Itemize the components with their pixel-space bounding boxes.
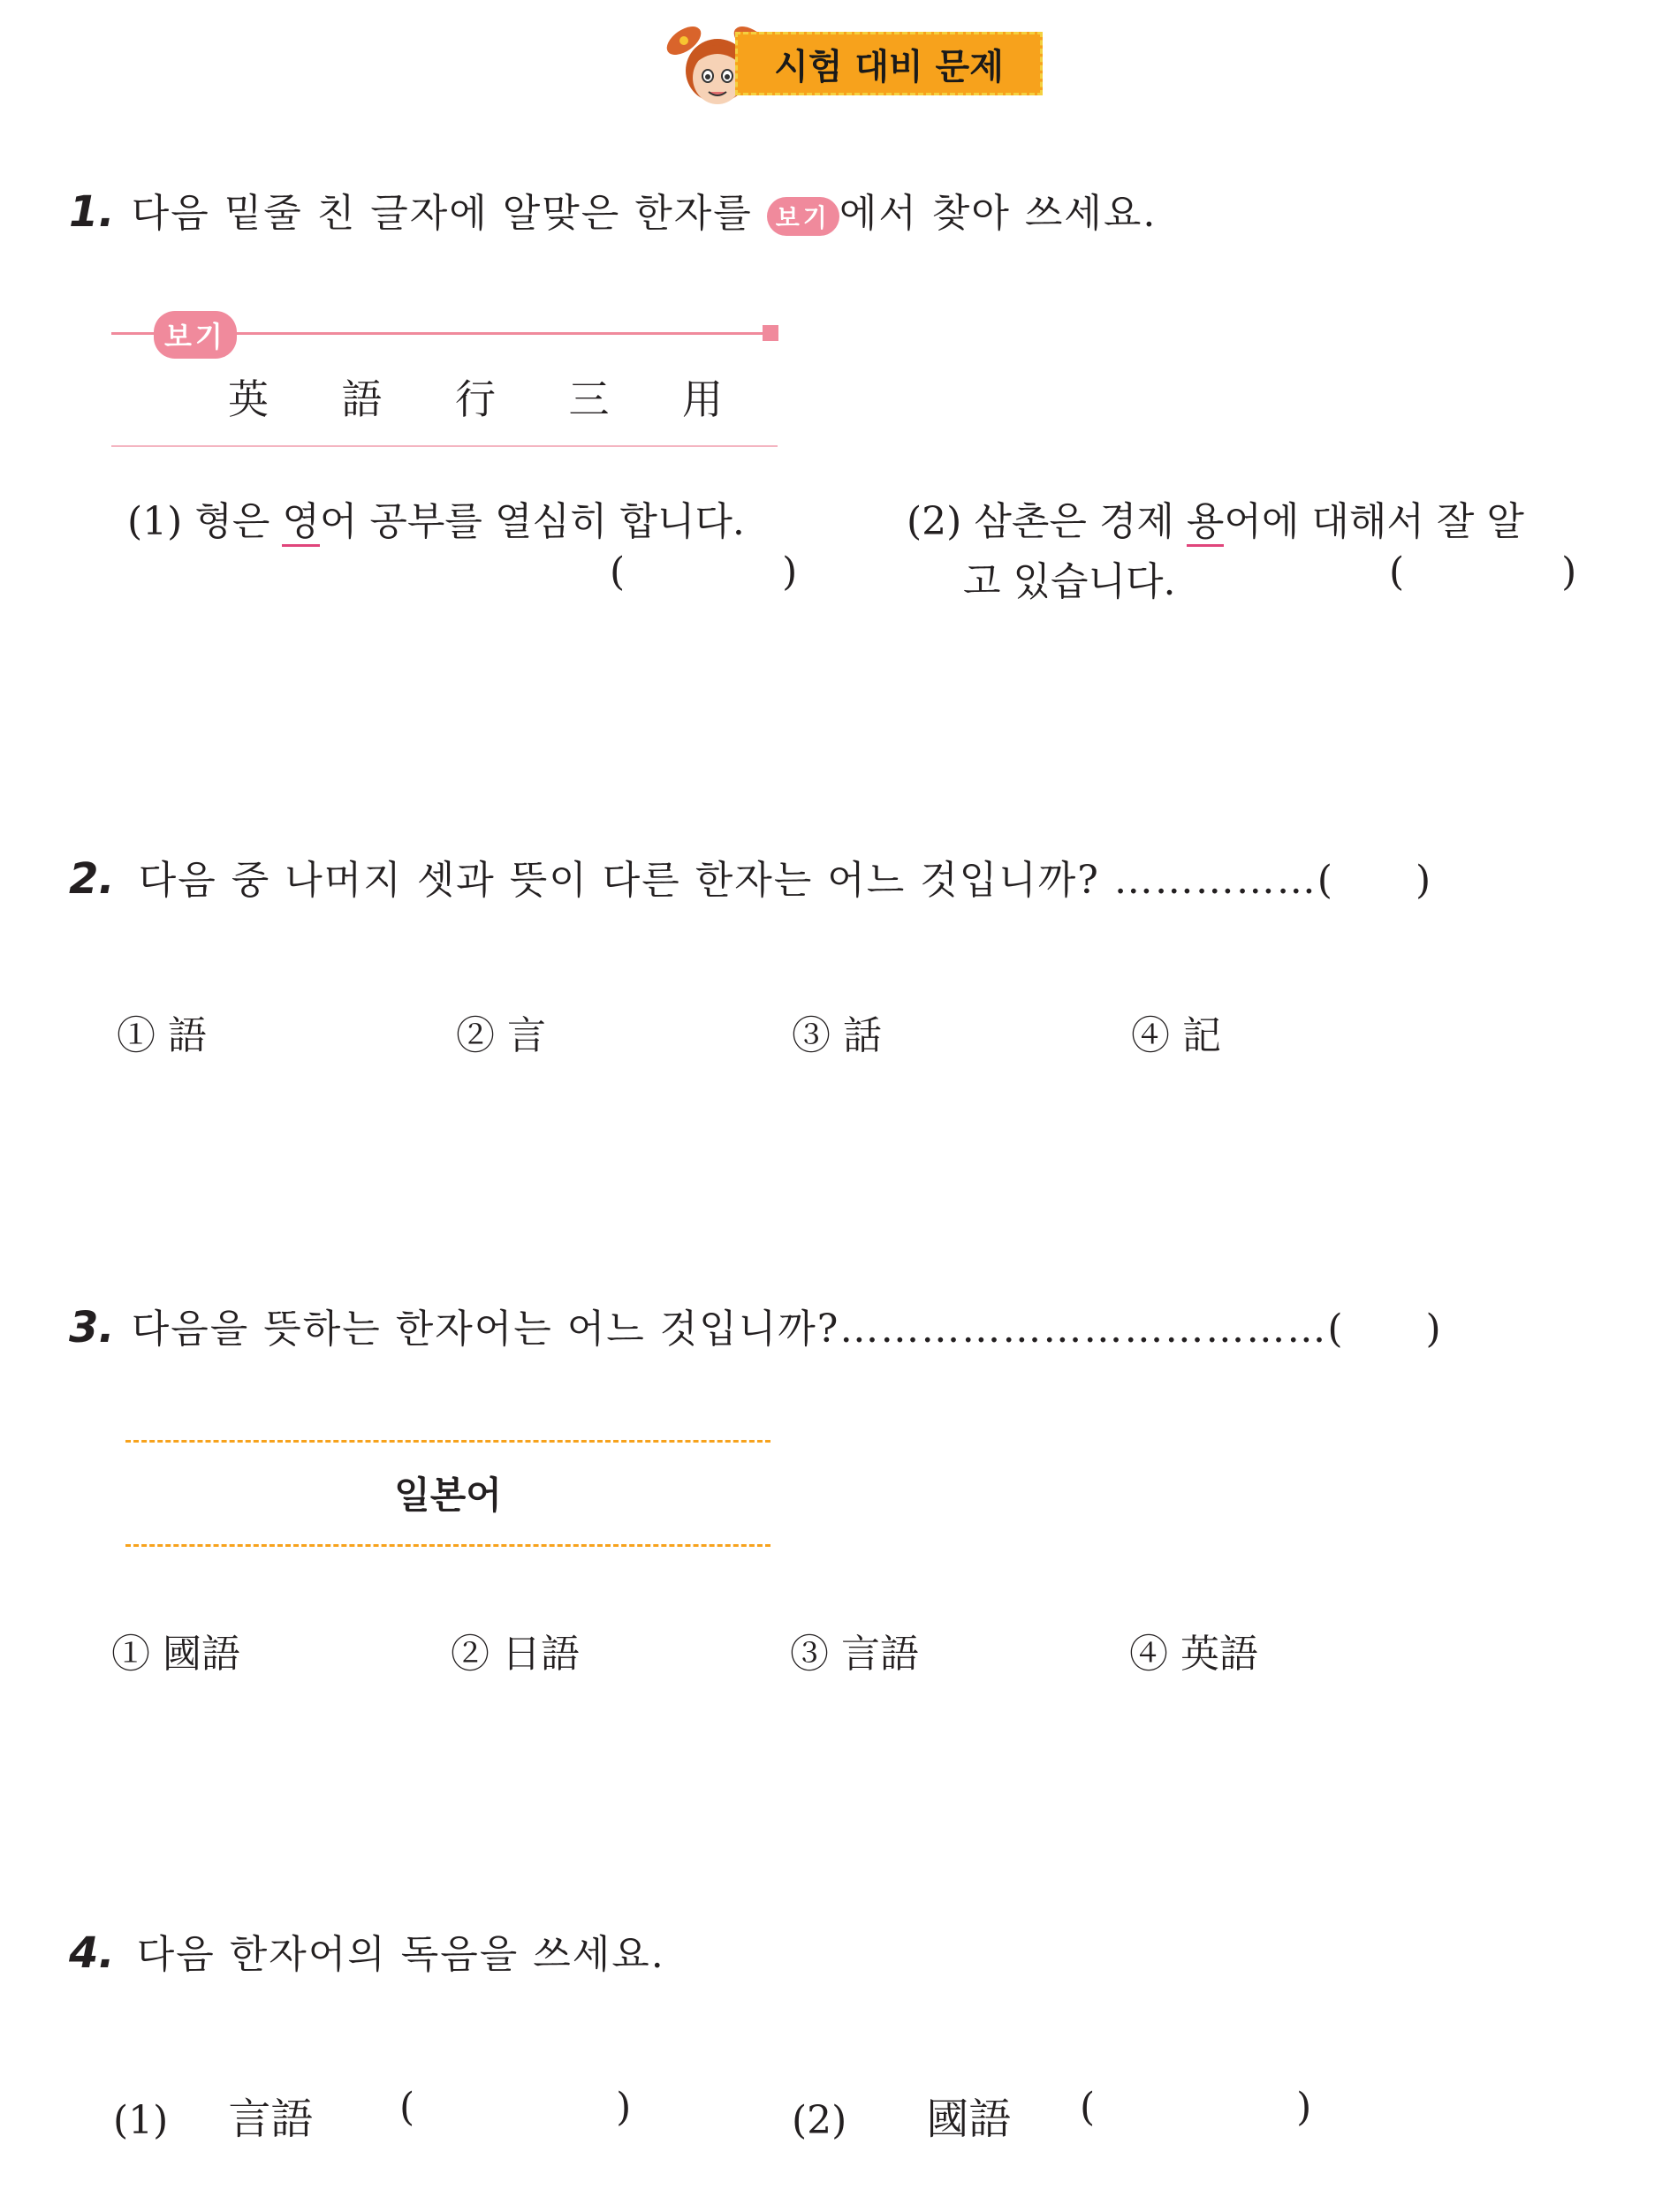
hanja-word: 國語	[926, 2095, 1012, 2144]
bogi-box	[111, 311, 778, 452]
question-text: 다음을 뜻하는 한자어는 어느 것입니까?………………………………( )	[131, 1307, 1443, 1352]
item-number: (1)	[127, 499, 183, 544]
q1-item-1-answer-blank[interactable]	[610, 549, 797, 595]
blank-open: (	[610, 549, 626, 595]
question-text-before: 다음 밑줄 친 글자에 알맞은 한자를	[131, 191, 753, 236]
bogi-label: 보기	[154, 311, 237, 359]
q4-item-2-answer-blank[interactable]	[1080, 2085, 1311, 2130]
bogi-hanja-list	[228, 367, 723, 426]
hanja-word: 言語	[228, 2095, 314, 2144]
item-number: (2)	[907, 499, 962, 544]
page-title: 시험 대비 문제	[735, 32, 1043, 95]
question-4	[69, 1922, 665, 1979]
bogi-hanja: 語	[341, 375, 383, 423]
meaning-text: 일본어	[394, 1473, 502, 1517]
q4-item-1	[113, 2085, 313, 2146]
bogi-pill: 보기	[767, 197, 839, 236]
question-text-after: 에서 찾아 쓰세요.	[839, 191, 1158, 236]
choice-2[interactable]: ② 言	[456, 1013, 546, 1058]
question-text	[132, 191, 1158, 236]
question-text: 다음 중 나머지 셋과 뜻이 다른 한자는 어느 것입니까? ……………( )	[138, 858, 1433, 903]
choice-1[interactable]: ① 語	[117, 1013, 207, 1058]
q4-item-2	[792, 2085, 1011, 2146]
q1-item-2-line2: 고 있습니다.	[963, 559, 1176, 604]
choice-4[interactable]: ④ 英語	[1129, 1632, 1258, 1677]
item-number: (1)	[113, 2098, 169, 2143]
blank-open: (	[1080, 2085, 1096, 2130]
blank-close: )	[782, 549, 798, 595]
item-text-pre: 형은	[194, 499, 270, 544]
bogi-hanja: 用	[682, 375, 723, 423]
underlined-syllable: 영	[282, 499, 320, 547]
question-number: 2.	[69, 854, 115, 904]
q1-item-2	[907, 489, 1524, 546]
blank-close: )	[1561, 549, 1577, 595]
choice-1[interactable]: ① 國語	[111, 1632, 240, 1677]
choice-3[interactable]: ③ 話	[792, 1013, 882, 1058]
bogi-hanja: 三	[568, 375, 610, 423]
bogi-line-end-marker	[763, 325, 778, 341]
underlined-syllable: 용	[1187, 499, 1225, 547]
question-1	[69, 181, 1157, 238]
question-number: 4.	[69, 1928, 115, 1978]
choice-4[interactable]: ④ 記	[1131, 1013, 1221, 1058]
choice-2[interactable]: ② 日語	[451, 1632, 580, 1677]
blank-open: (	[1389, 549, 1405, 595]
question-2	[69, 848, 1432, 905]
bogi-bottom-line	[111, 445, 778, 447]
choice-3[interactable]: ③ 言語	[790, 1632, 919, 1677]
item-number: (2)	[792, 2098, 847, 2143]
q1-item-1	[127, 489, 745, 546]
section-header-badge	[664, 28, 1049, 99]
item-text-post: 어에 대해서 잘 알	[1224, 499, 1524, 544]
question-3	[69, 1297, 1443, 1353]
question-text: 다음 한자어의 독음을 쓰세요.	[136, 1932, 665, 1977]
meaning-box-top-line	[125, 1440, 770, 1443]
bogi-hanja: 行	[455, 375, 496, 423]
q1-item-2-answer-blank[interactable]	[1389, 549, 1576, 595]
q4-item-1-answer-blank[interactable]	[399, 2085, 631, 2130]
blank-open: (	[399, 2085, 415, 2130]
blank-close: )	[616, 2085, 632, 2130]
bogi-hanja: 英	[228, 375, 269, 423]
question-number: 1.	[69, 187, 115, 237]
question-number: 3.	[69, 1303, 115, 1352]
item-text-pre: 삼촌은 경제	[974, 499, 1174, 544]
item-text-post: 어 공부를 열심히 합니다.	[319, 499, 745, 544]
blank-close: )	[1296, 2085, 1312, 2130]
meaning-box-bottom-line	[125, 1544, 770, 1547]
